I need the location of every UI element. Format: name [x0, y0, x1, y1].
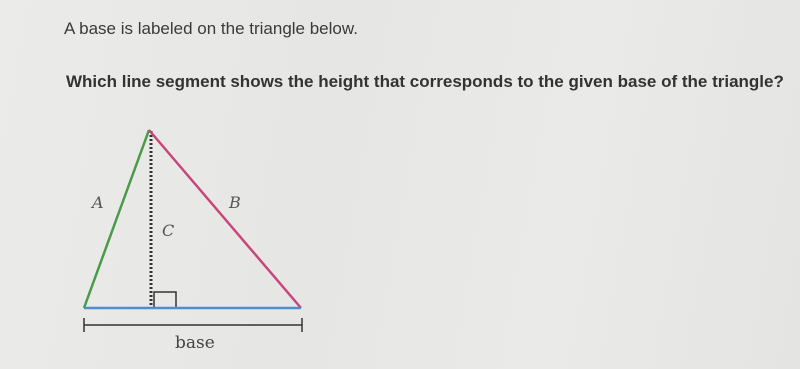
side-b [149, 130, 301, 308]
label-c: C [162, 221, 175, 240]
label-base: base [175, 333, 215, 353]
label-b: B [229, 193, 241, 212]
label-a: A [92, 193, 104, 212]
side-a [84, 130, 149, 308]
right-angle-marker [154, 292, 176, 308]
intro-text: A base is labeled on the triangle below. [64, 19, 358, 38]
question-text: Which line segment shows the height that corresponds to the given base of the triangle? [66, 72, 784, 91]
